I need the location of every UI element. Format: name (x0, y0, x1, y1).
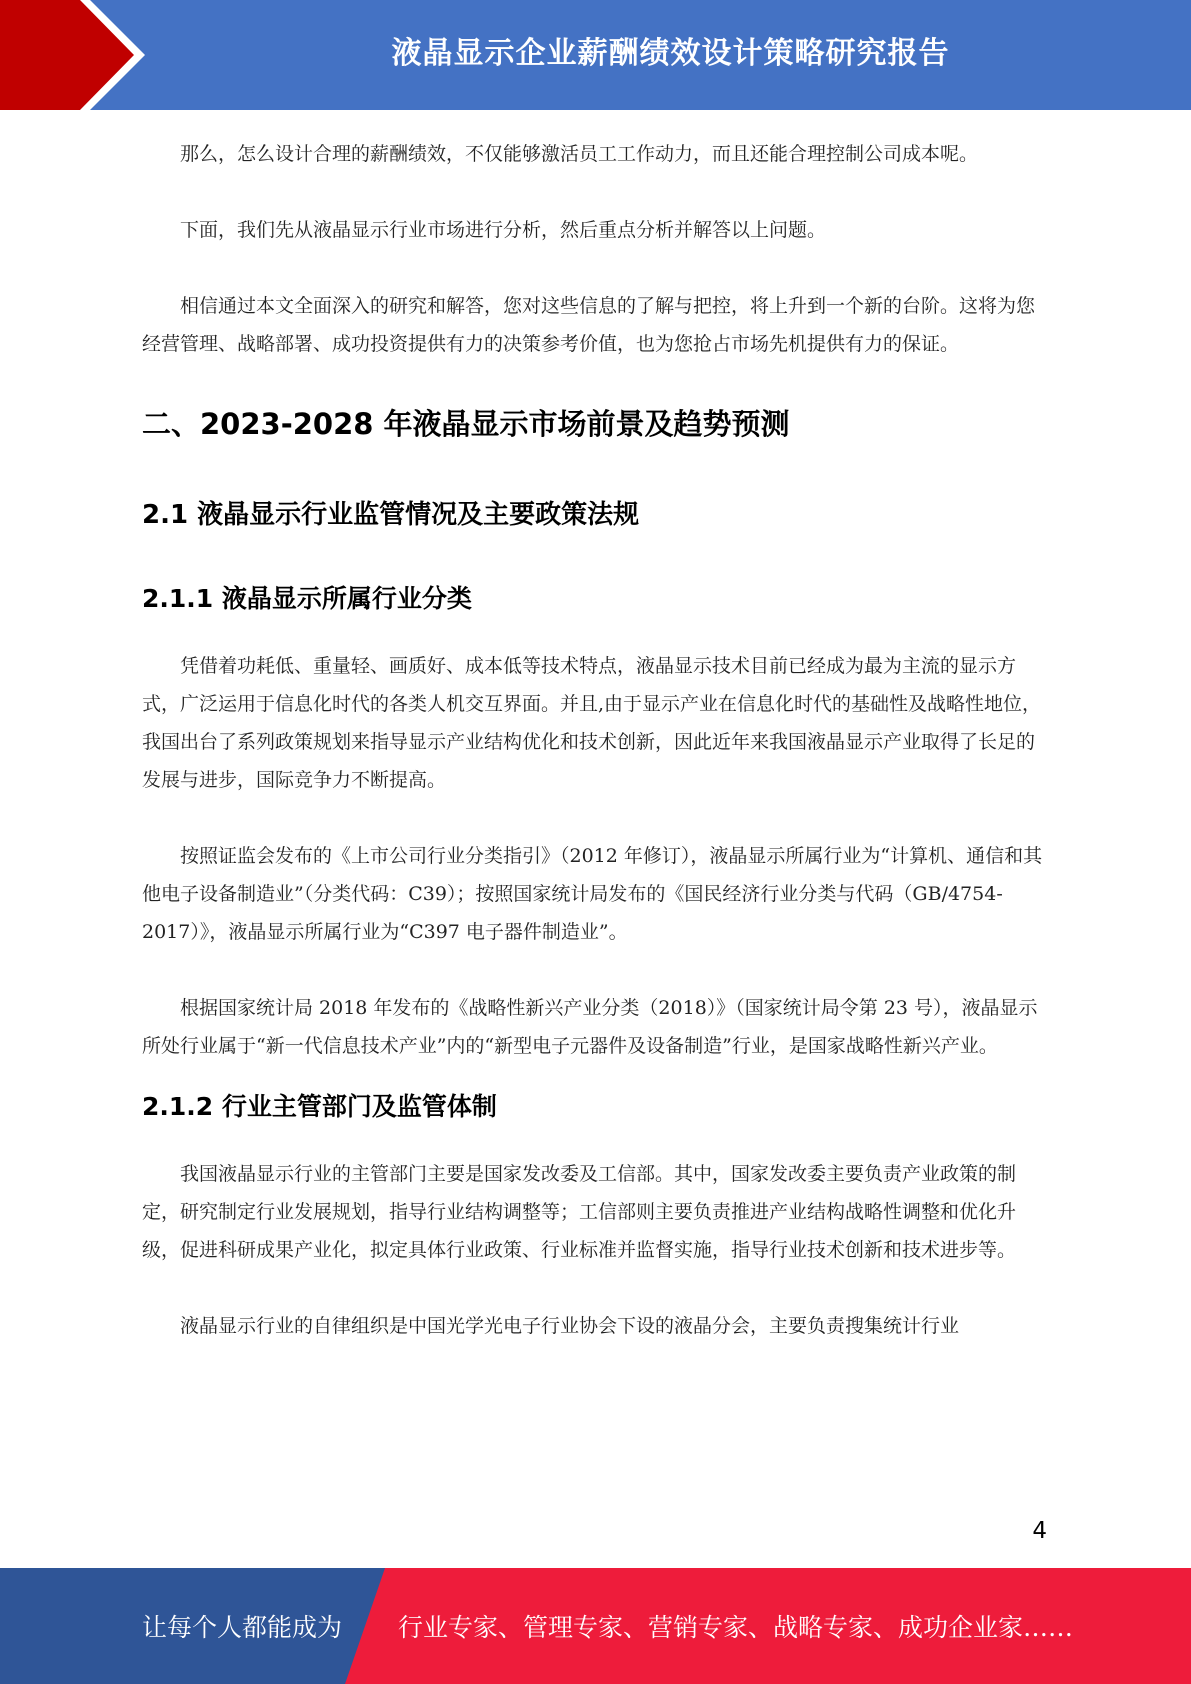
body-paragraph: 液晶显示行业的自律组织是中国光学光电子行业协会下设的液晶分会，主要负责搜集统计行业 (180, 1315, 960, 1337)
document-body (142, 135, 1047, 1345)
page-number: 4 (1032, 1518, 1047, 1544)
body-paragraph: 我国液晶显示行业的主管部门主要是国家发改委及工信部。其中，国家发改委主要负责产业政策的制定，研究制定行业发展规划，指导行业结构调整等；工信部则主要负责推进产业结构战略性调整和优化升级，促进科研成果产业化，拟定具体行业政策、行业标准并监督实施，指导行业技术创新和技术进步等。 (142, 1163, 1017, 1261)
intro-paragraph: 那么，怎么设计合理的薪酬绩效，不仅能够激活员工工作动力，而且还能合理控制公司成本呢。 (180, 143, 979, 165)
subsubsection-heading: 2.1.1 液晶显示所属行业分类 (142, 584, 472, 613)
footer-slogan-left: 让每个人都能成为 (142, 1613, 343, 1642)
section-heading: 二、2023-2028 年液晶显示市场前景及趋势预测 (142, 407, 790, 441)
page-footer (0, 1568, 1191, 1684)
header-title: 液晶显示企业薪酬绩效设计策略研究报告 (391, 36, 950, 71)
subsection-heading: 2.1 液晶显示行业监管情况及主要政策法规 (142, 500, 640, 530)
intro-paragraph: 相信通过本文全面深入的研究和解答，您对这些信息的了解与把控，将上升到一个新的台阶。这将为您经营管理、战略部署、成功投资提供有力的决策参考价值，也为您抢占市场先机提供有力的保证。 (142, 295, 1036, 355)
intro-paragraph: 下面，我们先从液晶显示行业市场进行分析，然后重点分析并解答以上问题。 (180, 219, 827, 241)
body-paragraph: 按照证监会发布的《上市公司行业分类指引》（2012 年修订），液晶显示所属行业为“计算机、通信和其他电子设备制造业”（分类代码：C39）；按照国家统计局发布的《国民经济行业分类与代码（GB/4754-2017）》，液晶显示所属行业为“C397 电子器件制造业”。 (142, 845, 1043, 943)
subsubsection-heading: 2.1.2 行业主管部门及监管体制 (142, 1092, 497, 1121)
body-paragraph: 根据国家统计局 2018 年发布的《战略性新兴产业分类（2018）》（国家统计局令第 23 号），液晶显示所处行业属于“新一代信息技术产业”内的“新型电子元器件及设备制造”行业，是国家战略性新兴产业。 (142, 997, 1038, 1057)
page-header (0, 0, 1191, 110)
body-paragraph: 凭借着功耗低、重量轻、画质好、成本低等技术特点，液晶显示技术目前已经成为最为主流的显示方式，广泛运用于信息化时代的各类人机交互界面。并且,由于显示产业在信息化时代的基础性及战略性地位，我国出台了系列政策规划来指导显示产业结构优化和技术创新，因此近年来我国液晶显示产业取得了长足的发展与进步，国际竞争力不断提高。 (142, 655, 1042, 791)
footer-slogan-right: 行业专家、管理专家、营销专家、战略专家、成功企业家…… (398, 1613, 1074, 1642)
header-arrow-decoration (0, 0, 160, 110)
